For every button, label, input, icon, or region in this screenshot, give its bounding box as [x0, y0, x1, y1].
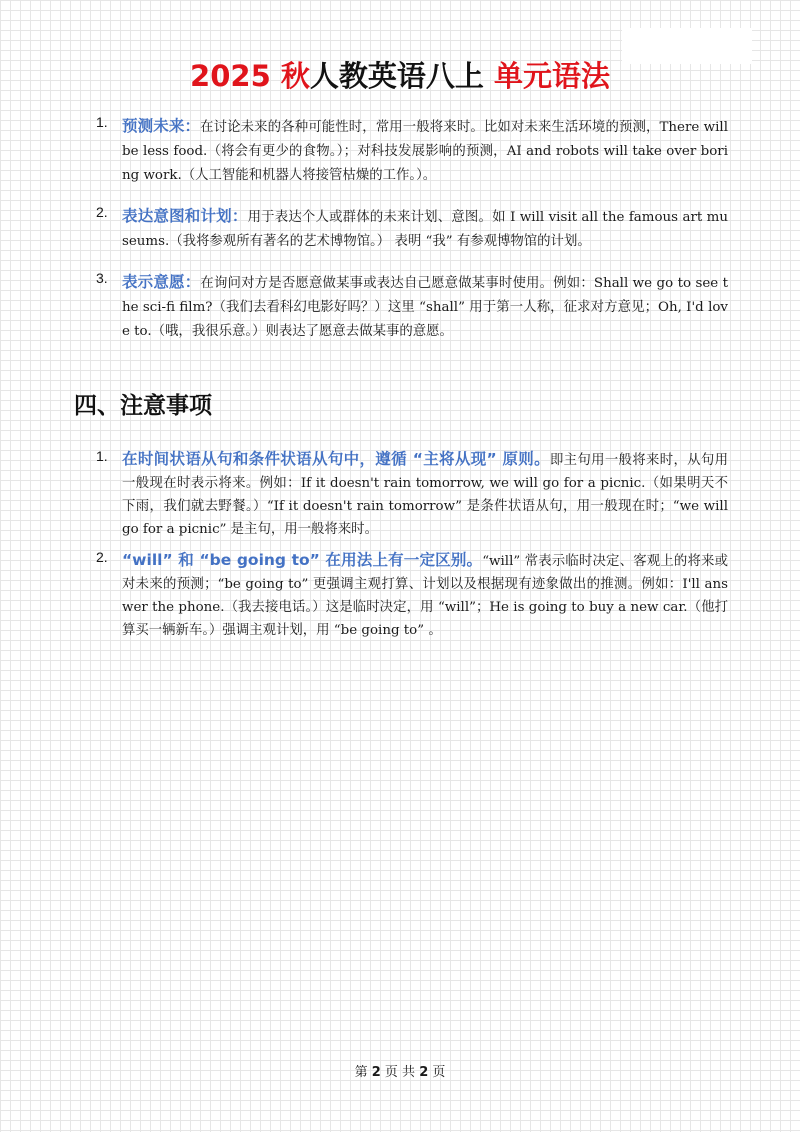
usage-list	[0, 114, 800, 344]
list-item	[0, 448, 800, 541]
list-item	[0, 270, 800, 344]
current-page-number: 2	[371, 1065, 381, 1080]
item-number: 1.	[96, 448, 108, 464]
list-item	[0, 549, 800, 642]
item-text: 在讨论未来的各种可能性时，常用一般将来时。比如对未来生活环境的预测，There will be less food.（将会有更少的食物。）；对科技发展影响的预测，AI and robots will take over boring work.（人工智能和机器人将接管枯燥的工作。）。	[122, 120, 728, 183]
item-number: 2.	[96, 204, 108, 220]
footer-middle: 页 共	[380, 1065, 420, 1080]
footer-prefix: 第	[354, 1065, 372, 1080]
title-year-season: 2025 秋	[190, 59, 310, 93]
section-heading: 四、注意事项	[74, 393, 212, 419]
item-lead: 预测未来：	[122, 117, 201, 135]
item-lead: 表达意图和计划：	[122, 207, 248, 225]
item-text: 在询问对方是否愿意做某事或表达自己愿意做某事时使用。例如：Shall we go to see the sci-fi film?（我们去看科幻电影好吗？）这里 “shall” 用于第一人称，征求对方意见；Oh, I'd love to.（哦，我很乐意。）则表达了愿意去做某事的意愿。	[122, 276, 728, 339]
item-text: 用于表达个人或群体的未来计划、意图。如 I will visit all the famous art museums.（我将参观所有著名的艺术博物馆。） 表明 “我” 有参观博物馆的计划。	[122, 210, 728, 249]
item-number: 1.	[96, 114, 108, 130]
item-paragraph	[122, 549, 728, 642]
title-course: 人教英语八上	[309, 59, 494, 93]
list-item	[0, 114, 800, 188]
item-paragraph	[122, 270, 728, 344]
item-text: 即主句用一般将来时，从句用一般现在时表示将来。例如：If it doesn't rain tomorrow, we will go for a picnic.（如果明天不下雨，我们就去野餐。）“If it doesn't rain tomorrow” 是条件状语从句，用一般现在时；“we will go for a picnic” 是主句，用一般将来时。	[122, 453, 729, 537]
item-lead: 在时间状语从句和条件状语从句中，遵循 “主将从现” 原则。	[122, 450, 550, 468]
total-page-number: 2	[419, 1065, 429, 1080]
item-number: 3.	[96, 270, 108, 286]
list-item	[0, 204, 800, 254]
item-paragraph	[122, 204, 728, 254]
page-footer	[0, 1064, 800, 1082]
item-text: “will” 常表示临时决定、客观上的将来或对未来的预测；“be going to” 更强调主观打算、计划以及根据现有迹象做出的推测。例如：I'll answer the phone.（我去接电话。）这是临时决定，用 “will”；He is going to buy a new car.（他打算买一辆新车。）强调主观计划，用 “be going to” 。	[122, 554, 728, 638]
item-lead: 表示意愿：	[122, 273, 201, 291]
item-paragraph	[122, 114, 728, 188]
item-number: 2.	[96, 549, 108, 565]
title-topic: 单元语法	[493, 59, 610, 93]
document-title	[0, 56, 800, 96]
item-paragraph	[122, 448, 728, 541]
notes-list	[0, 448, 800, 642]
footer-suffix: 页	[428, 1065, 446, 1080]
item-lead: “will” 和 “be going to” 在用法上有一定区别。	[122, 551, 483, 569]
